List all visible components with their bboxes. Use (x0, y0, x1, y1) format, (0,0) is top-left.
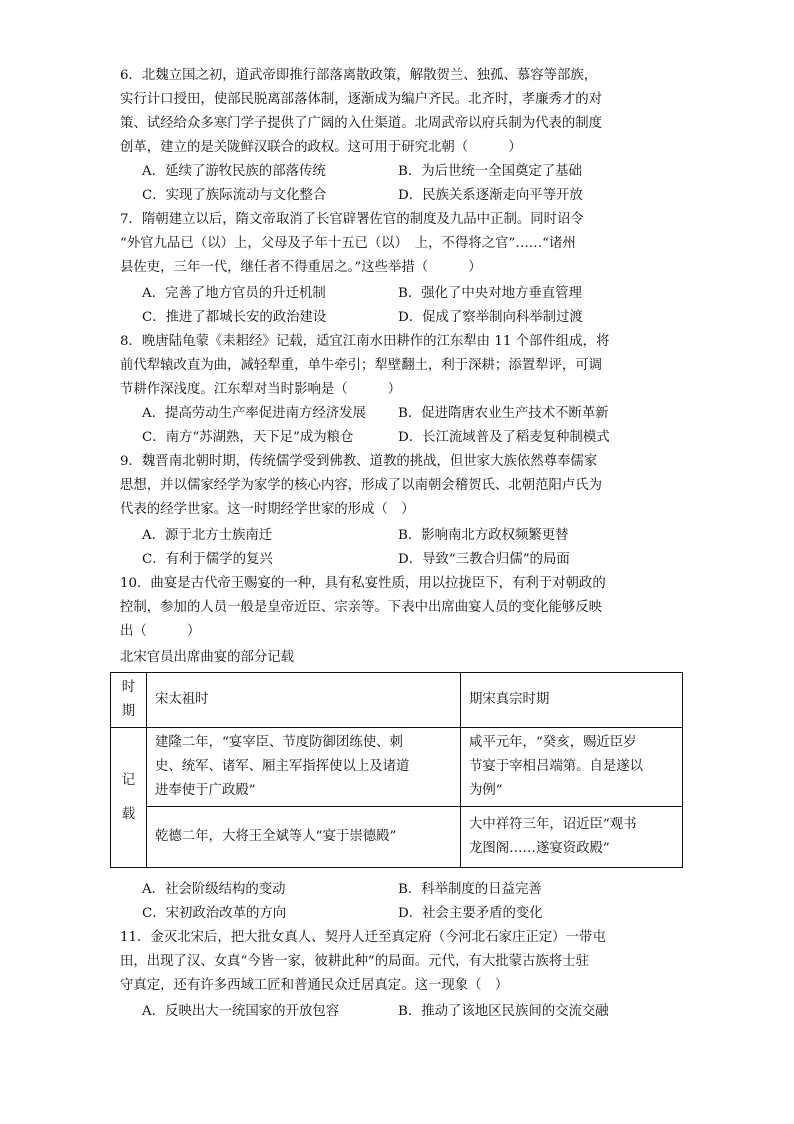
question-8-option-d: D．长江流域普及了稻麦复种制模式 (398, 430, 610, 445)
cell-line: 龙图阁……遂宴资政殿” (469, 841, 610, 856)
record-label-cell (111, 728, 147, 868)
cell-line: 咸平元年，“癸亥，赐近臣岁 (469, 735, 637, 750)
question-6-line-4: 创革，建立的是关陇鲜汉联合的政权。这可用于研究北朝（ ） (120, 140, 522, 155)
table-caption: 北宋官员出席曲宴的部分记载 (120, 650, 295, 665)
question-8-option-a: A．提高劳动生产率促进南方经济发展 (142, 406, 366, 421)
table-header-row (111, 673, 683, 728)
question-6-line-1: 6．北魏立国之初，道武帝即推行部落离散政策，解散贺兰、独孤、慕容等部族， (120, 68, 598, 83)
question-7-line-3: 县佐吏，三年一代，继任者不得重居之。”这些举措（ ） (120, 260, 482, 275)
question-10-option-d: D．社会主要矛盾的变化 (398, 906, 543, 921)
question-7-line-2: “外官九品已（以）上，父母及子年十五已（以） 上，不得将之官”……“诸州 (120, 236, 576, 251)
question-7-option-c: C．推进了都城长安的政治建设 (142, 310, 327, 325)
question-9-line-2: 思想，并以儒家经学为家学的核心内容，形成了以南朝会稽贺氏、北朝范阳卢氏为 (120, 478, 603, 493)
period-label-char-1: 时 (121, 680, 136, 695)
question-6-option-d: D．民族关系逐渐走向平等开放 (398, 188, 583, 203)
question-7-option-d: D．促成了察举制向科举制过渡 (398, 310, 583, 325)
question-10-option-c: C．宋初政治改革的方向 (142, 906, 287, 921)
col2-header: 期宋真宗时期 (461, 673, 683, 728)
question-7-line-1: 7．隋朝建立以后，隋文帝取消了长官辟署佐官的制度及九品中正制。同时诏令 (120, 212, 584, 227)
question-8-line-3: 节耕作深浅度。江东犁对当时影响是（ ） (120, 382, 402, 397)
period-label-cell (111, 673, 147, 728)
table-row (111, 807, 683, 868)
question-11-line-1: 11．金灭北宋后，把大批女真人、契丹人迁至真定府（今河北石家庄正定）一带屯 (120, 930, 606, 945)
question-9-line-1: 9．魏晋南北朝时期，传统儒学受到佛教、道教的挑战，但世家大族依然尊奉儒家 (120, 454, 598, 469)
question-8-line-1: 8．晚唐陆龟蒙《耒耜经》记载，适宜江南水田耕作的江东犁由 11 个部件组成，将 (120, 334, 610, 349)
question-6-option-c: C．实现了族际流动与文化整合 (142, 188, 327, 203)
record-table (110, 672, 683, 868)
cell-line: 史、统军、诸军、厢主军指挥使以上及诸道 (155, 759, 410, 774)
question-8-option-b: B．促进隋唐农业生产技术不断革新 (398, 406, 609, 421)
question-11-option-a: A．反映出大一统国家的开放包容 (142, 1004, 340, 1019)
period-label-char-2: 期 (121, 704, 136, 719)
question-11-line-2: 田，出现了汉、女真“今皆一家，彼耕此种”的局面。元代，有大批蒙古族将士驻 (120, 954, 589, 969)
cell-line: 为例” (469, 783, 503, 798)
question-8-line-2: 前代犁辕改直为曲，减轻犁重，单牛牵引；犁壁翻土，利于深耕；添置犁评，可调 (120, 358, 603, 373)
question-10-line-3: 出（ ） (120, 624, 201, 639)
row1-col2-cell (461, 728, 683, 807)
question-6-option-a: A．延续了游牧民族的部落传统 (142, 164, 326, 179)
record-label-char-1: 记 (121, 772, 136, 788)
table-row (111, 728, 683, 807)
question-10-option-b: B．科举制度的日益完善 (398, 882, 542, 897)
cell-line: 节宴于宰相吕端第。自是遂以 (469, 759, 644, 774)
question-11-line-3: 守真定，还有许多西域工匠和普通民众迁居真定。这一现象（ ） (120, 978, 509, 993)
row2-col2-cell (461, 807, 683, 868)
question-8-option-c: C．南方“苏湖熟，天下足”成为粮仓 (142, 430, 354, 445)
cell-line: 进奉使于广政殿” (155, 783, 256, 798)
question-9-option-c: C．有利于儒学的复兴 (142, 552, 273, 567)
question-6-option-b: B．为后世统一全国奠定了基础 (398, 164, 582, 179)
question-6-line-3: 策、试经给众多寒门学子提供了广阔的入仕渠道。北周武帝以府兵制为代表的制度 (120, 116, 603, 131)
question-9-option-d: D．导致“三教合归儒”的局面 (398, 552, 570, 567)
cell-line: 大中祥符三年，诏近臣“观书 (469, 817, 637, 832)
question-9-line-3: 代表的经学世家。这一时期经学世家的形成（ ） (120, 502, 415, 517)
question-6-line-2: 实行计口授田，使部民脱离部落体制，逐渐成为编户齐民。北齐时，孝廉秀才的对 (120, 92, 603, 107)
cell-line: 建隆二年，“宴宰臣、节度防御团练使、刺 (155, 735, 403, 750)
col1-header: 宋太祖时 (147, 673, 461, 728)
row1-col1-cell (147, 728, 461, 807)
cell-line: 乾德二年，大将王全斌等人“宴于崇德殿” (155, 829, 397, 844)
question-7-option-b: B．强化了中央对地方垂直管理 (398, 286, 582, 301)
question-7-option-a: A．完善了地方官员的升迁机制 (142, 286, 326, 301)
question-9-option-b: B．影响南北方政权频繁更替 (398, 528, 569, 543)
question-10-line-1: 10．曲宴是古代帝王赐宴的一种，具有私宴性质，用以拉拢臣下，有利于对朝政的 (120, 576, 606, 591)
question-10-option-a: A．社会阶级结构的变动 (142, 882, 286, 897)
record-label-char-2: 载 (121, 806, 136, 822)
question-11-option-b: B．推动了该地区民族间的交流交融 (398, 1004, 609, 1019)
question-10-line-2: 控制，参加的人员一般是皇帝近臣、宗亲等。下表中出席曲宴人员的变化能够反映 (120, 600, 603, 615)
row2-col1-cell (147, 807, 461, 868)
question-9-option-a: A．源于北方士族南迁 (142, 528, 273, 543)
